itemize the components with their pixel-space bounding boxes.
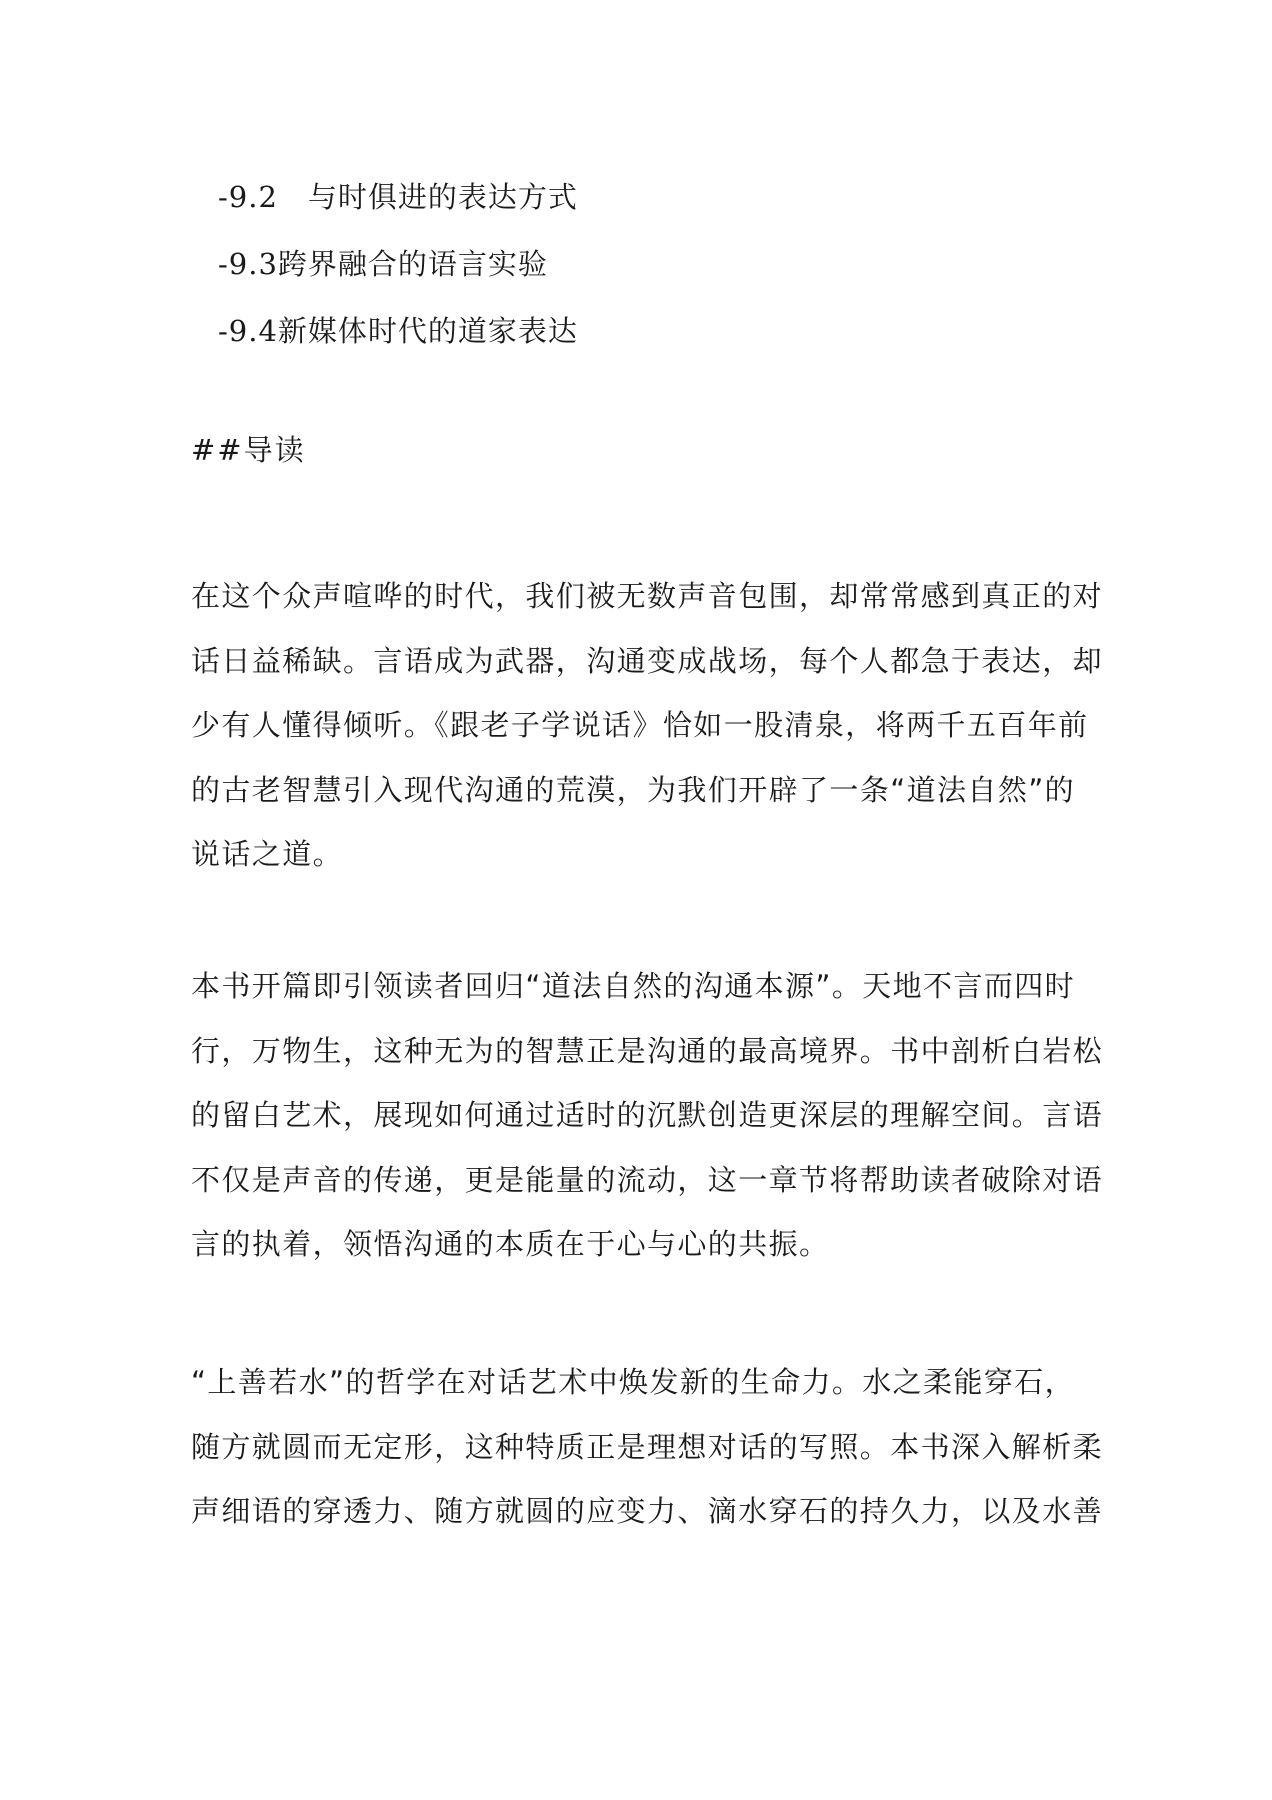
- paragraph: [191, 954, 1111, 1277]
- paragraph-line: 在这个众声喧哗的时代，我们被无数声音包围，却常常感到真正的对: [191, 579, 1104, 613]
- paragraph-line: 言的执着，领悟沟通的本质在于心与心的共振。: [191, 1227, 830, 1262]
- paragraph: [191, 564, 1111, 887]
- paragraph-line: 不仅是声音的传递，更是能量的流动，这一章节将帮助读者破除对语: [191, 1162, 1104, 1197]
- toc-item: -9.4新媒体时代的道家表达: [218, 314, 578, 348]
- table-of-contents: [218, 164, 578, 365]
- section-heading: ##导读: [191, 433, 306, 467]
- paragraph-line: 话日益稀缺。言语成为武器，沟通变成战场，每个人都急于表达，却: [191, 643, 1104, 678]
- paragraph-line: “上善若水”的哲学在对话艺术中焕发新的生命力。水之柔能穿石，: [191, 1365, 1076, 1399]
- paragraph: [191, 1350, 1111, 1544]
- toc-item: -9.3跨界融合的语言实验: [218, 247, 548, 281]
- paragraph-line: 少有人懂得倾听。《跟老子学说话》恰如一股清泉，将两千五百年前: [191, 708, 1089, 743]
- paragraph-line: 随方就圆而无定形，这种特质正是理想对话的写照。本书深入解析柔: [191, 1429, 1104, 1464]
- toc-item: -9.2 与时俱进的表达方式: [218, 180, 578, 214]
- paragraph-line: 本书开篇即引领读者回归“道法自然的沟通本源”。天地不言而四时: [191, 969, 1076, 1003]
- paragraph-line: 的留白艺术，展现如何通过适时的沉默创造更深层的理解空间。言语: [191, 1098, 1104, 1133]
- paragraph-line: 声细语的穿透力、随方就圆的应变力、滴水穿石的持久力，以及水善: [191, 1494, 1104, 1529]
- paragraph-line: 行，万物生，这种无为的智慧正是沟通的最高境界。书中剖析白岩松: [191, 1033, 1104, 1068]
- paragraph-line: 的古老智慧引入现代沟通的荒漠，为我们开辟了一条“道法自然”的: [191, 772, 1076, 807]
- paragraph-line: 说话之道。: [191, 837, 344, 872]
